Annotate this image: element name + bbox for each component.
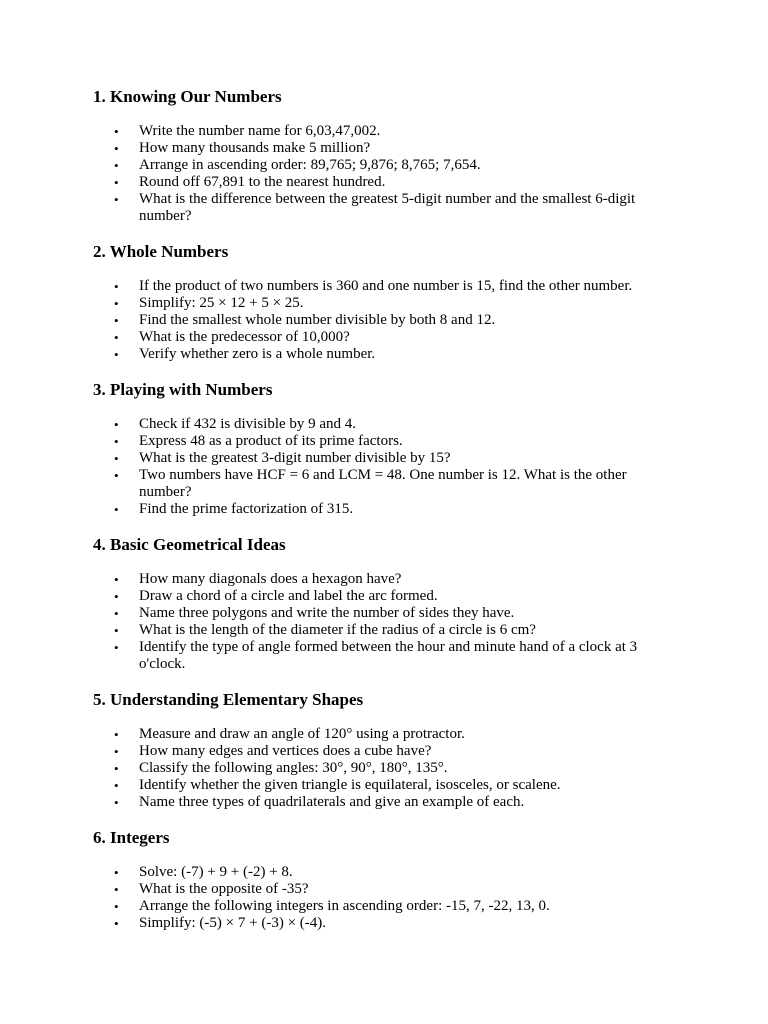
section-understanding-elementary-shapes: [93, 690, 668, 811]
list-item-text: What is the greatest 3-digit number divisible by 15?: [139, 450, 451, 466]
section-title: 1. Knowing Our Numbers: [93, 87, 282, 106]
bullet-icon: •: [114, 434, 119, 449]
list-item-text: Write the number name for 6,03,47,002.: [139, 123, 381, 139]
bullet-icon: •: [114, 727, 119, 742]
list-item: [114, 416, 668, 433]
list-item: [114, 467, 668, 501]
bullet-icon: •: [114, 606, 119, 621]
list-item-text: Solve: (-7) + 9 + (-2) + 8.: [139, 864, 293, 880]
bullet-icon: •: [114, 279, 119, 294]
bullet-icon: •: [114, 417, 119, 432]
question-list: [93, 416, 668, 518]
list-item-text: Name three types of quadrilaterals and give an example of each.: [139, 794, 525, 810]
bullet-icon: •: [114, 502, 119, 517]
list-item: [114, 588, 668, 605]
bullet-icon: •: [114, 141, 119, 156]
list-item: [114, 777, 668, 794]
bullet-icon: •: [114, 296, 119, 311]
list-item: [114, 329, 668, 346]
list-item: [114, 743, 668, 760]
list-item-text: What is the opposite of -35?: [139, 881, 309, 897]
list-item-text: Simplify: (-5) × 7 + (-3) × (-4).: [139, 915, 327, 931]
bullet-icon: •: [114, 175, 119, 190]
bullet-icon: •: [114, 778, 119, 793]
list-item-text: What is the predecessor of 10,000?: [139, 329, 350, 345]
list-item-text: Check if 432 is divisible by 9 and 4.: [139, 416, 357, 432]
list-item-text: Express 48 as a product of its prime factors.: [139, 433, 403, 449]
section-basic-geometrical-ideas: [93, 535, 668, 673]
list-item-text: Draw a chord of a circle and label the arc formed.: [139, 588, 438, 604]
list-item: [114, 794, 668, 811]
question-list: [93, 571, 668, 673]
bullet-icon: •: [114, 468, 119, 483]
bullet-icon: •: [114, 347, 119, 362]
list-item: [114, 450, 668, 467]
question-list: [93, 278, 668, 363]
list-item-text: What is the difference between the greatest 5-digit number and the smallest 6-digit number?: [139, 191, 636, 224]
list-item-text: If the product of two numbers is 360 and one number is 15, find the other number.: [139, 278, 633, 294]
list-item: [114, 898, 668, 915]
list-item-text: Arrange in ascending order: 89,765; 9,876; 8,765; 7,654.: [139, 157, 481, 173]
list-item-text: Classify the following angles: 30°, 90°, 180°, 135°.: [139, 760, 448, 776]
list-item-text: Verify whether zero is a whole number.: [139, 346, 376, 362]
list-item: [114, 639, 668, 673]
list-item: [114, 571, 668, 588]
list-item: [114, 312, 668, 329]
question-list: [93, 726, 668, 811]
question-list: [93, 123, 668, 225]
bullet-icon: •: [114, 640, 119, 655]
bullet-icon: •: [114, 916, 119, 931]
list-item: [114, 140, 668, 157]
section-title: 5. Understanding Elementary Shapes: [93, 690, 364, 709]
section-playing-with-numbers: [93, 380, 668, 518]
section-title: 3. Playing with Numbers: [93, 380, 273, 399]
section-whole-numbers: [93, 242, 668, 363]
list-item: [114, 622, 668, 639]
list-item: [114, 726, 668, 743]
bullet-icon: •: [114, 313, 119, 328]
bullet-icon: •: [114, 795, 119, 810]
list-item: [114, 157, 668, 174]
list-item-text: Find the prime factorization of 315.: [139, 501, 354, 517]
bullet-icon: •: [114, 623, 119, 638]
bullet-icon: •: [114, 744, 119, 759]
list-item: [114, 295, 668, 312]
list-item: [114, 191, 668, 225]
list-item: [114, 123, 668, 140]
section-knowing-our-numbers: [93, 87, 668, 225]
bullet-icon: •: [114, 451, 119, 466]
section-integers: [93, 828, 668, 932]
section-title: 4. Basic Geometrical Ideas: [93, 535, 286, 554]
list-item-text: Round off 67,891 to the nearest hundred.: [139, 174, 386, 190]
question-list: [93, 864, 668, 932]
list-item: [114, 278, 668, 295]
list-item: [114, 760, 668, 777]
list-item-text: Name three polygons and write the number of sides they have.: [139, 605, 515, 621]
section-title: 2. Whole Numbers: [93, 242, 229, 261]
bullet-icon: •: [114, 882, 119, 897]
bullet-icon: •: [114, 589, 119, 604]
list-item: [114, 881, 668, 898]
bullet-icon: •: [114, 192, 119, 207]
bullet-icon: •: [114, 158, 119, 173]
bullet-icon: •: [114, 572, 119, 587]
list-item: [114, 346, 668, 363]
list-item: [114, 174, 668, 191]
list-item-text: Arrange the following integers in ascending order: -15, 7, -22, 13, 0.: [139, 898, 550, 914]
list-item-text: Two numbers have HCF = 6 and LCM = 48. One number is 12. What is the other number?: [139, 467, 627, 500]
list-item: [114, 864, 668, 881]
list-item-text: How many thousands make 5 million?: [139, 140, 371, 156]
list-item: [114, 605, 668, 622]
list-item-text: Find the smallest whole number divisible by both 8 and 12.: [139, 312, 496, 328]
list-item: [114, 915, 668, 932]
list-item-text: Measure and draw an angle of 120° using a protractor.: [139, 726, 465, 742]
list-item: [114, 501, 668, 518]
bullet-icon: •: [114, 865, 119, 880]
bullet-icon: •: [114, 761, 119, 776]
list-item-text: How many diagonals does a hexagon have?: [139, 571, 402, 587]
list-item-text: Simplify: 25 × 12 + 5 × 25.: [139, 295, 304, 311]
list-item: [114, 433, 668, 450]
list-item-text: What is the length of the diameter if the radius of a circle is 6 cm?: [139, 622, 536, 638]
bullet-icon: •: [114, 330, 119, 345]
bullet-icon: •: [114, 124, 119, 139]
section-title: 6. Integers: [93, 828, 170, 847]
list-item-text: Identify whether the given triangle is equilateral, isosceles, or scalene.: [139, 777, 561, 793]
list-item-text: How many edges and vertices does a cube have?: [139, 743, 432, 759]
bullet-icon: •: [114, 899, 119, 914]
list-item-text: Identify the type of angle formed between the hour and minute hand of a clock at 3 o'clock.: [139, 639, 638, 672]
